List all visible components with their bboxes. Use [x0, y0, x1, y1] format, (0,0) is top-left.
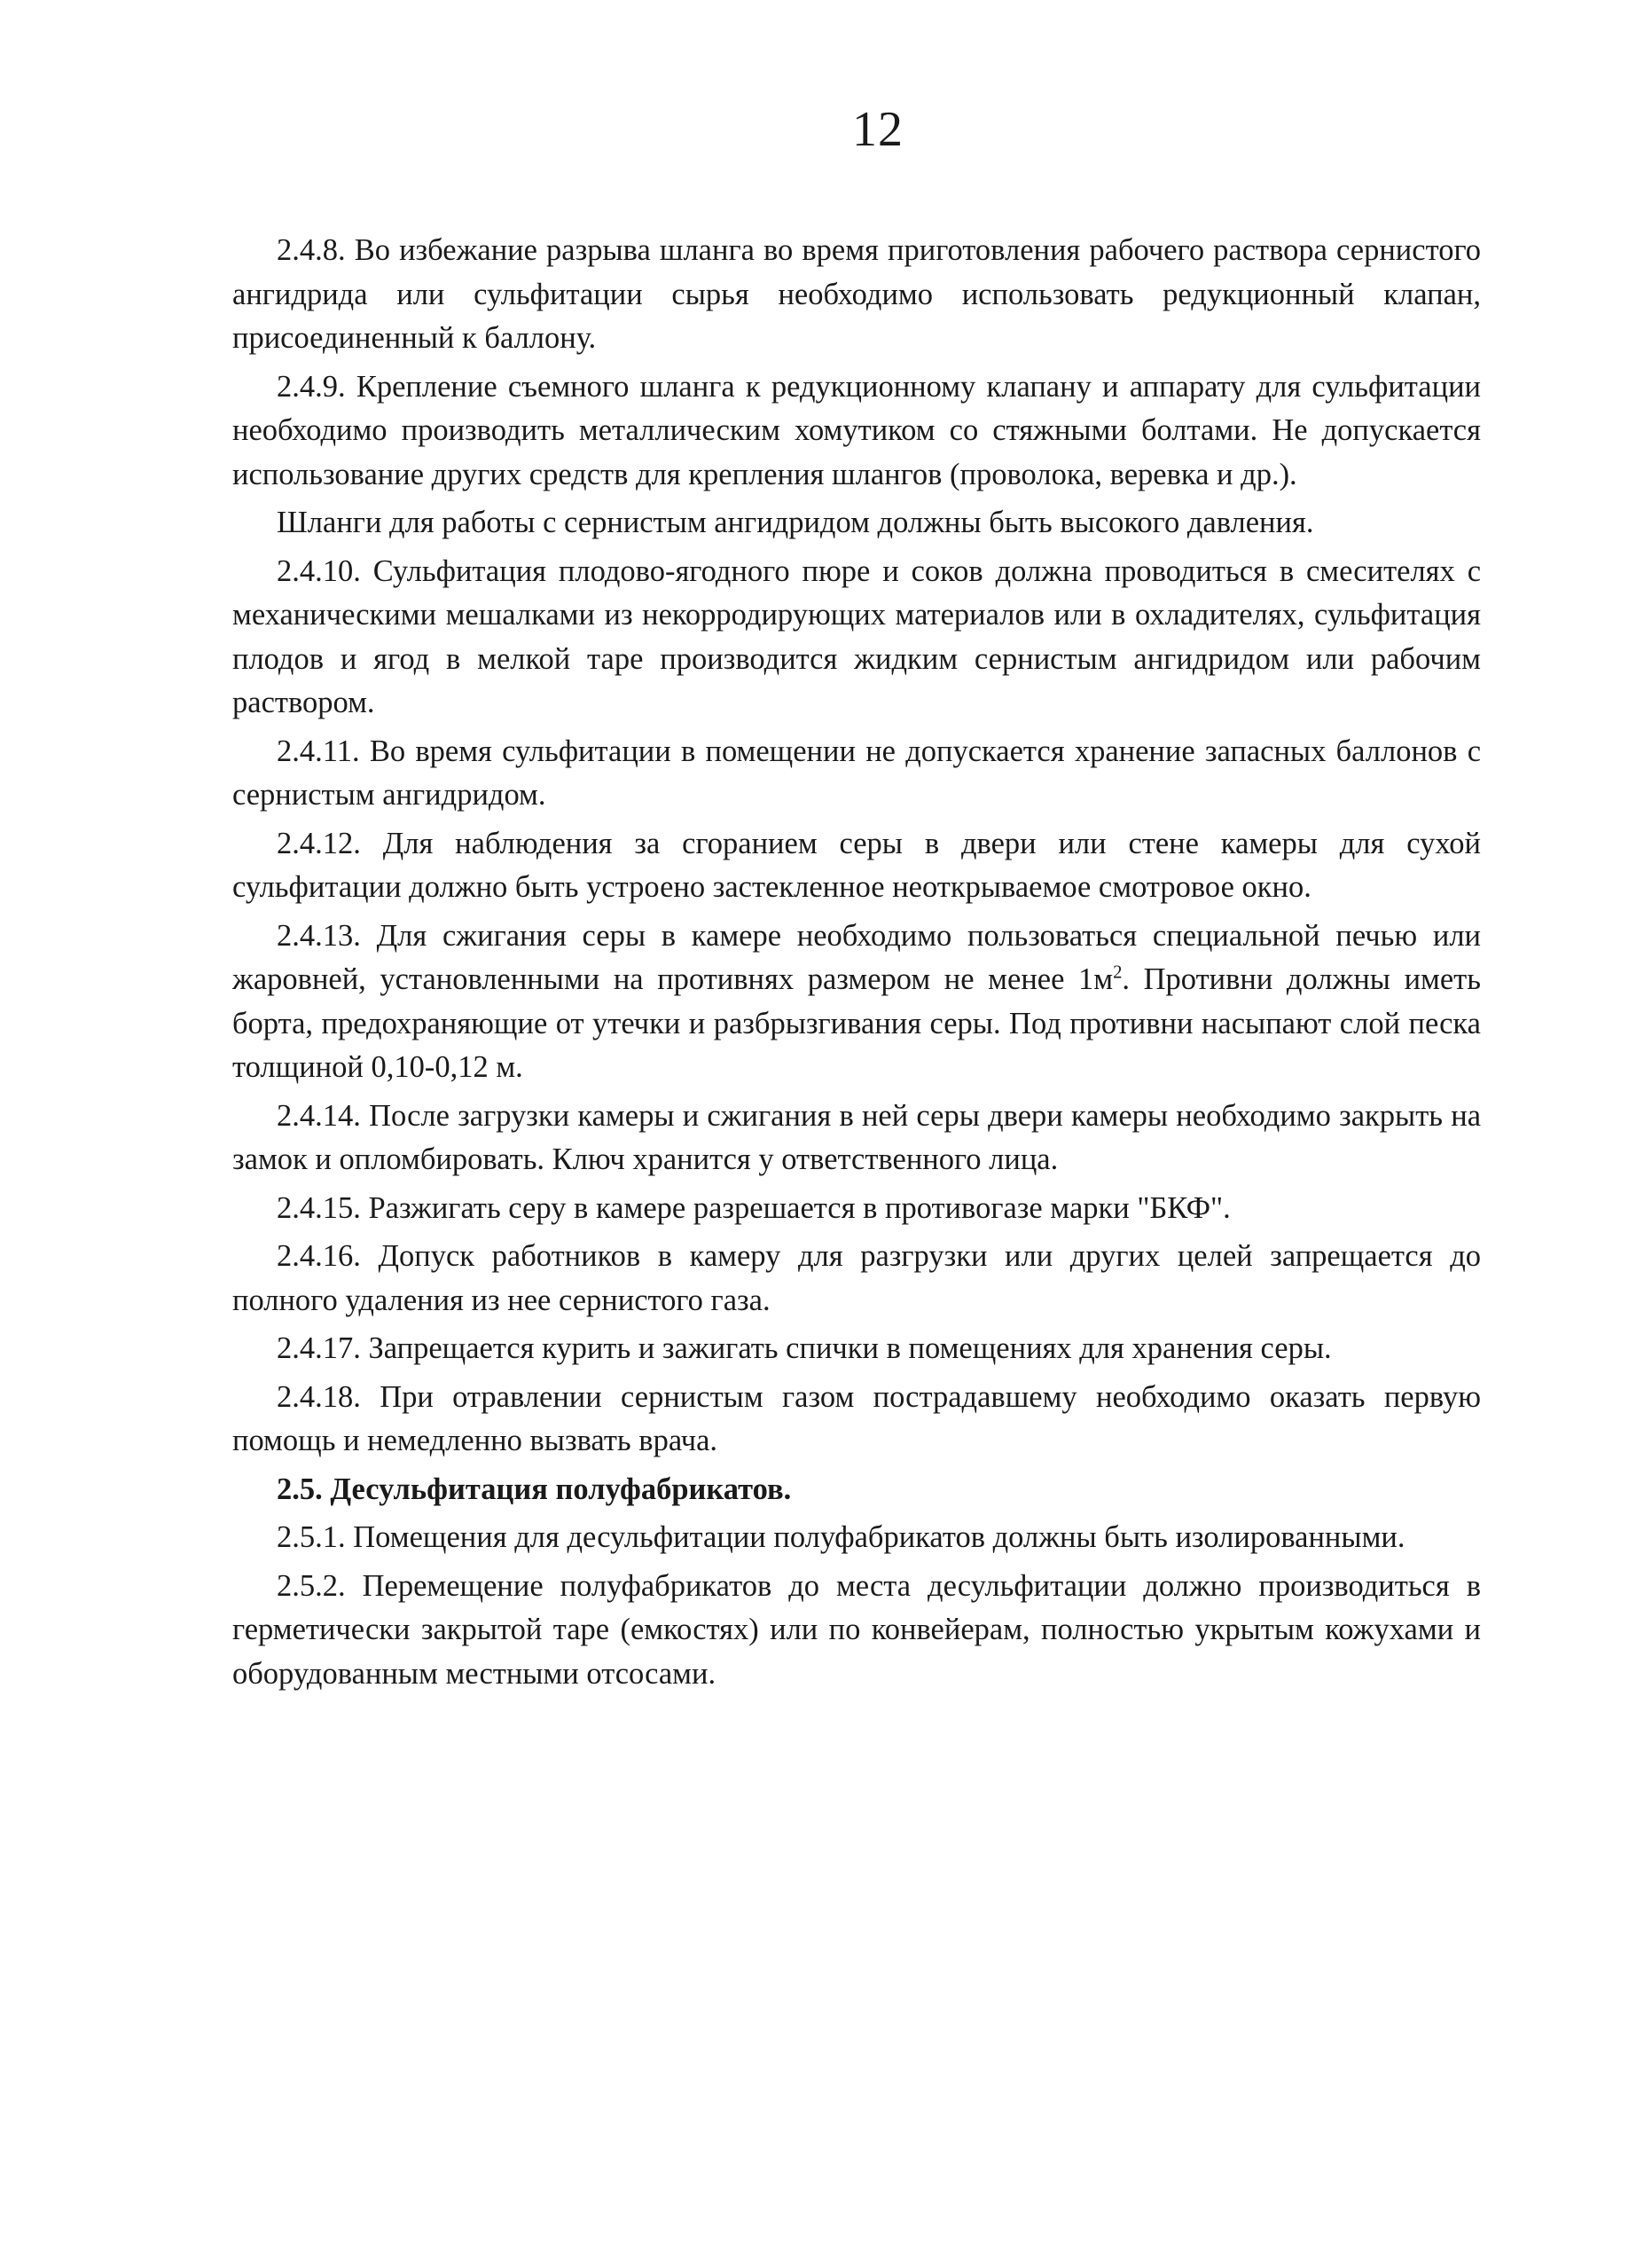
paragraph-text: Перемещение полуфабрикатов до места десульфитации должно производиться в герметически закрытой таре (емкостях) или по конвейерам, полностью укрытым кожухами и оборудованным местными отсосами.	[232, 1568, 1481, 1691]
clause-number: 2.4.16.	[277, 1239, 361, 1273]
paragraph-text: Допуск работников в камеру для разгрузки или других целей запрещается до полного удаления из нее сернистого газа.	[232, 1239, 1482, 1317]
paragraph-2-4-12	[232, 822, 1481, 910]
paragraph-text-continued: . Противни должны иметь борта, предохраняющие от утечки и разбрызгивания серы. Под противни насыпают слой песка толщиной 0,10-0,12 м.	[232, 962, 1481, 1084]
paragraph-2-4-13	[232, 915, 1481, 1090]
clause-number: 2.4.14.	[277, 1098, 361, 1133]
paragraph-hoses	[232, 501, 1481, 546]
paragraph-text: После загрузки камеры и сжигания в ней серы двери камеры необходимо закрыть на замок и опломбировать. Ключ хранится у ответственного лица.	[232, 1098, 1482, 1176]
clause-number: 2.5.2.	[277, 1568, 346, 1603]
paragraph-2-4-8	[232, 229, 1481, 361]
paragraph-2-4-18	[232, 1376, 1481, 1464]
clause-number: 2.4.11.	[277, 734, 360, 768]
paragraph-2-4-14	[232, 1095, 1481, 1182]
clause-number: 2.4.10.	[277, 553, 361, 588]
paragraph-2-4-10	[232, 550, 1481, 726]
clause-number: 2.4.8.	[277, 233, 346, 267]
paragraph-text: Помещения для десульфитации полуфабрикатов должны быть изолированными.	[353, 1520, 1405, 1554]
paragraph-2-4-16	[232, 1235, 1481, 1323]
clause-number: 2.4.15.	[277, 1190, 361, 1225]
page-number: 12	[852, 102, 904, 157]
paragraph-2-4-17	[232, 1327, 1481, 1371]
paragraph-text: Сульфитация плодово-ягодного пюре и соков должна проводиться в смесителях с механическими мешалками из некорродирующих материалов или в охладителях, сульфитация плодов и ягод в мелкой таре производится жидким сернистым ангидридом или рабочим раствором.	[232, 553, 1482, 719]
paragraph-2-4-9	[232, 365, 1481, 498]
paragraph-text: Запрещается курить и зажигать спички в помещениях для хранения серы.	[368, 1331, 1332, 1365]
paragraph-text: Для наблюдения за сгоранием серы в двери или стене камеры для сухой сульфитации должно быть устроено застекленное неоткрываемое смотровое окно.	[232, 826, 1481, 904]
paragraph-text: Шланги для работы с сернистым ангидридом должны быть высокого давления.	[277, 506, 1314, 539]
paragraph-text: Крепление съемного шланга к редукционному клапану и аппарату для сульфитации необходимо производить металлическим хомутиком со стяжными болтами. Не допускается использование других средств для крепления шлангов (проволока, веревка и др.).	[232, 369, 1481, 491]
paragraph-text: Во избежание разрыва шланга во время приготовления рабочего раствора сернистого ангидрида или сульфитации сырья необходимо использовать редукционный клапан, присоединенный к баллону.	[232, 233, 1482, 355]
superscript: 2	[1113, 962, 1123, 983]
body-text	[232, 229, 1481, 1700]
paragraph-2-5-1	[232, 1516, 1481, 1560]
clause-number: 2.4.9.	[277, 369, 346, 404]
clause-number: 2.4.18.	[277, 1379, 361, 1414]
paragraph-2-4-15	[232, 1187, 1481, 1231]
paragraph-2-4-11	[232, 730, 1481, 818]
clause-number: 2.5.1.	[277, 1520, 346, 1554]
paragraph-text: Во время сульфитации в помещении не допускается хранение запасных баллонов с сернистым ангидридом.	[232, 734, 1482, 812]
section-heading-2-5	[232, 1468, 1481, 1512]
clause-number: 2.4.13.	[277, 918, 361, 953]
heading-text: 2.5. Десульфитация полуфабрикатов.	[277, 1472, 792, 1506]
clause-number: 2.4.12.	[277, 826, 361, 860]
paragraph-text: Разжигать серу в камере разрешается в противогазе марки "БКФ".	[368, 1190, 1231, 1225]
paragraph-text: При отравлении сернистым газом пострадавшему необходимо оказать первую помощь и немедленно вызвать врача.	[232, 1379, 1481, 1457]
paragraph-2-5-2	[232, 1565, 1481, 1697]
paragraph-text: Для сжигания серы в камере необходимо пользоваться специальной печью или жаровней, установленными на противнях размером не менее 1м	[232, 918, 1482, 996]
clause-number: 2.4.17.	[277, 1331, 361, 1365]
